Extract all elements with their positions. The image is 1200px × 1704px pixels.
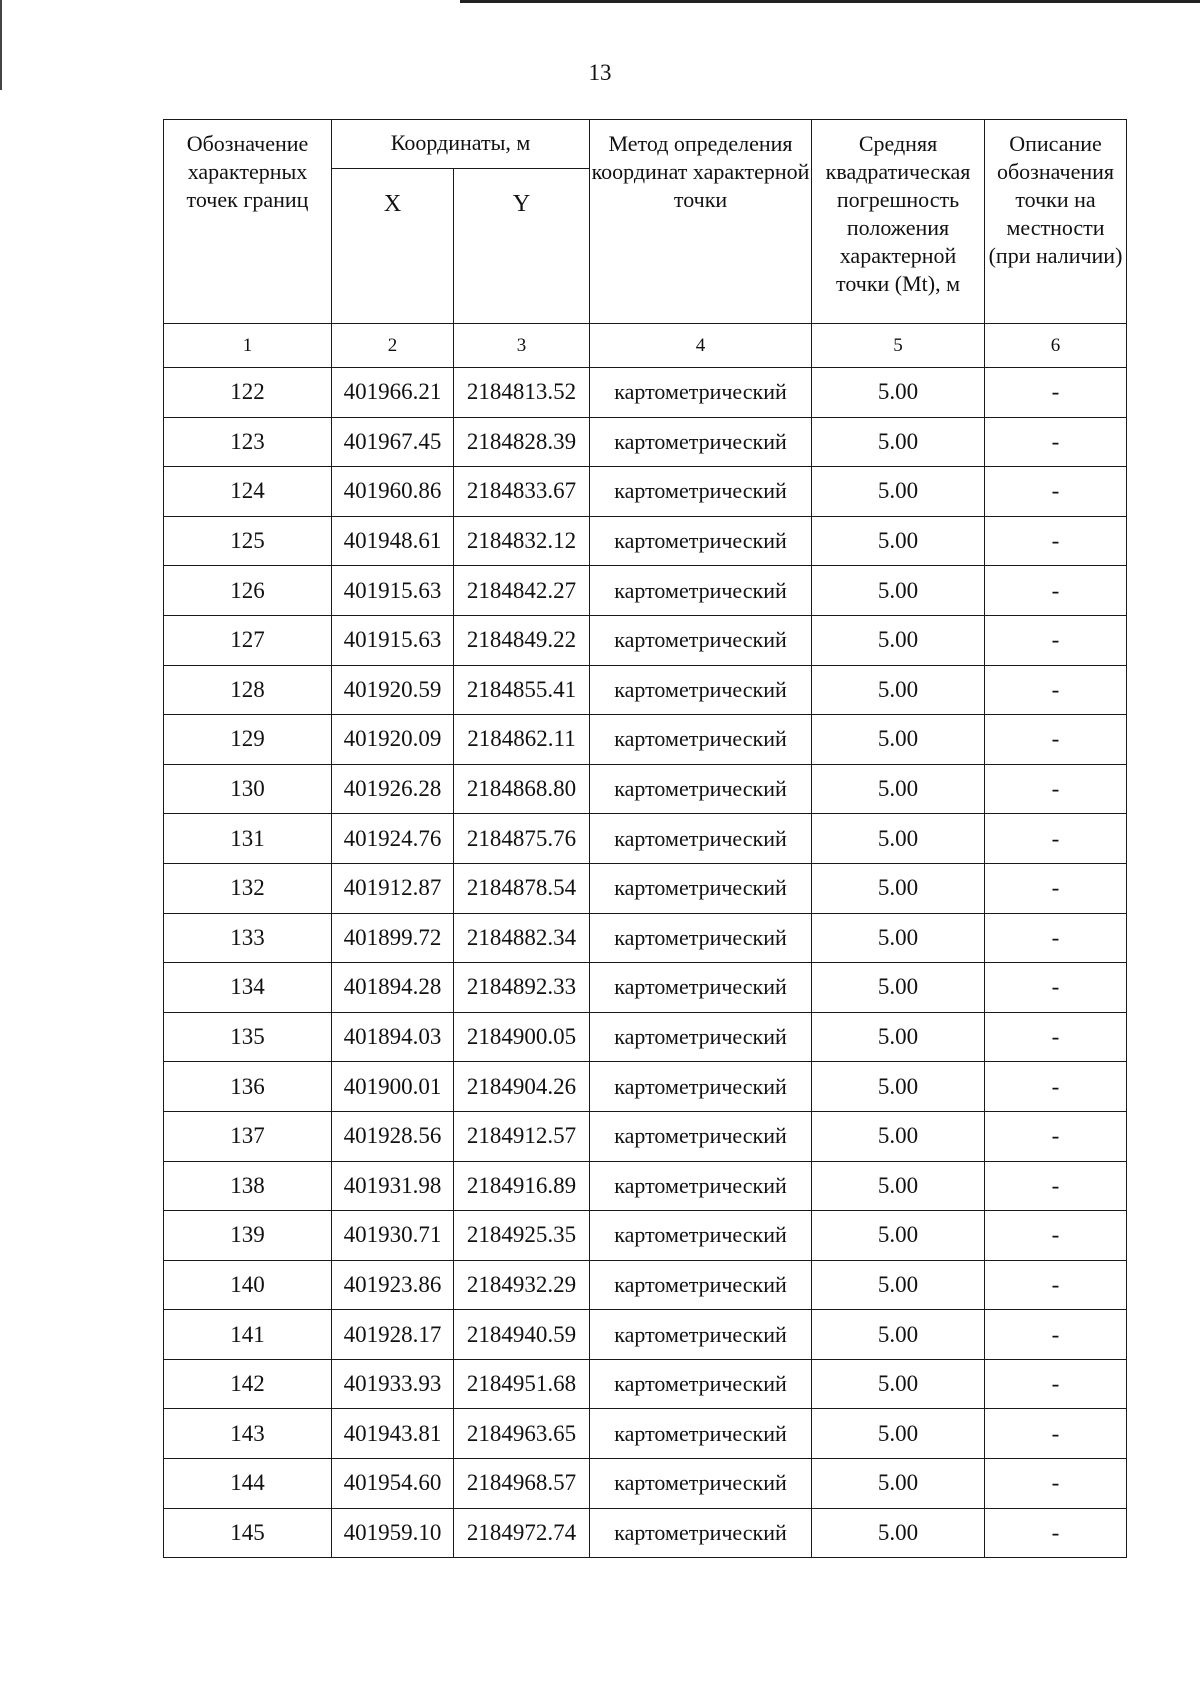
header-row-top	[164, 120, 1127, 169]
table-row	[164, 566, 1127, 616]
cell-x-coordinate: 401894.28	[332, 963, 454, 1013]
cell-mean-error: 5.00	[812, 615, 985, 665]
cell-mean-error: 5.00	[812, 1062, 985, 1112]
cell-y-coordinate: 2184862.11	[454, 715, 590, 765]
header-y: Y	[454, 169, 590, 324]
cell-point-id: 145	[164, 1508, 332, 1558]
cell-point-id: 143	[164, 1409, 332, 1459]
cell-description: -	[985, 715, 1127, 765]
cell-point-id: 129	[164, 715, 332, 765]
cell-x-coordinate: 401930.71	[332, 1211, 454, 1261]
cell-point-id: 131	[164, 814, 332, 864]
table-row	[164, 1062, 1127, 1112]
cell-mean-error: 5.00	[812, 913, 985, 963]
table-body	[164, 368, 1127, 1558]
cell-x-coordinate: 401928.56	[332, 1111, 454, 1161]
table-row	[164, 715, 1127, 765]
cell-y-coordinate: 2184968.57	[454, 1459, 590, 1509]
cell-x-coordinate: 401899.72	[332, 913, 454, 963]
column-number-row	[164, 324, 1127, 368]
cell-method: картометрический	[590, 1359, 812, 1409]
table-row	[164, 516, 1127, 566]
table-row	[164, 665, 1127, 715]
cell-method: картометрический	[590, 863, 812, 913]
cell-method: картометрический	[590, 764, 812, 814]
cell-y-coordinate: 2184849.22	[454, 615, 590, 665]
cell-mean-error: 5.00	[812, 566, 985, 616]
cell-x-coordinate: 401920.09	[332, 715, 454, 765]
cell-description: -	[985, 467, 1127, 517]
table-row	[164, 1409, 1127, 1459]
cell-x-coordinate: 401915.63	[332, 615, 454, 665]
cell-description: -	[985, 1508, 1127, 1558]
cell-y-coordinate: 2184925.35	[454, 1211, 590, 1261]
cell-point-id: 126	[164, 566, 332, 616]
cell-x-coordinate: 401959.10	[332, 1508, 454, 1558]
cell-x-coordinate: 401912.87	[332, 863, 454, 913]
table-row	[164, 963, 1127, 1013]
cell-y-coordinate: 2184972.74	[454, 1508, 590, 1558]
cell-method: картометрический	[590, 516, 812, 566]
cell-y-coordinate: 2184828.39	[454, 417, 590, 467]
cell-mean-error: 5.00	[812, 814, 985, 864]
cell-description: -	[985, 1359, 1127, 1409]
cell-description: -	[985, 615, 1127, 665]
header-coordinates: Координаты, м	[332, 120, 590, 169]
column-number: 2	[332, 324, 454, 368]
cell-description: -	[985, 1409, 1127, 1459]
table-row	[164, 1211, 1127, 1261]
column-number: 5	[812, 324, 985, 368]
cell-description: -	[985, 963, 1127, 1013]
cell-x-coordinate: 401900.01	[332, 1062, 454, 1112]
cell-mean-error: 5.00	[812, 417, 985, 467]
cell-mean-error: 5.00	[812, 715, 985, 765]
cell-point-id: 125	[164, 516, 332, 566]
table-row	[164, 1260, 1127, 1310]
table-row	[164, 814, 1127, 864]
cell-mean-error: 5.00	[812, 1111, 985, 1161]
cell-x-coordinate: 401960.86	[332, 467, 454, 517]
cell-mean-error: 5.00	[812, 1161, 985, 1211]
cell-y-coordinate: 2184833.67	[454, 467, 590, 517]
cell-description: -	[985, 516, 1127, 566]
cell-mean-error: 5.00	[812, 665, 985, 715]
cell-y-coordinate: 2184842.27	[454, 566, 590, 616]
table-row	[164, 1459, 1127, 1509]
column-number: 6	[985, 324, 1127, 368]
cell-point-id: 128	[164, 665, 332, 715]
cell-x-coordinate: 401920.59	[332, 665, 454, 715]
table-row	[164, 467, 1127, 517]
cell-point-id: 122	[164, 368, 332, 418]
cell-method: картометрический	[590, 1310, 812, 1360]
cell-y-coordinate: 2184940.59	[454, 1310, 590, 1360]
cell-x-coordinate: 401933.93	[332, 1359, 454, 1409]
boundary-points-table	[163, 119, 1127, 1558]
cell-x-coordinate: 401931.98	[332, 1161, 454, 1211]
cell-method: картометрический	[590, 814, 812, 864]
cell-description: -	[985, 814, 1127, 864]
cell-point-id: 137	[164, 1111, 332, 1161]
cell-point-id: 139	[164, 1211, 332, 1261]
table-row	[164, 1359, 1127, 1409]
cell-x-coordinate: 401923.86	[332, 1260, 454, 1310]
cell-description: -	[985, 566, 1127, 616]
cell-method: картометрический	[590, 1111, 812, 1161]
cell-point-id: 123	[164, 417, 332, 467]
header-mean-error: Средняя квадратическая погрешность положения характерной точки (Mt), м	[812, 120, 985, 324]
cell-method: картометрический	[590, 963, 812, 1013]
cell-point-id: 134	[164, 963, 332, 1013]
cell-y-coordinate: 2184878.54	[454, 863, 590, 913]
cell-y-coordinate: 2184900.05	[454, 1012, 590, 1062]
header-description: Описание обозначения точки на местности (при наличии)	[985, 120, 1127, 324]
cell-description: -	[985, 1161, 1127, 1211]
header-method: Метод определения координат характерной точки	[590, 120, 812, 324]
cell-x-coordinate: 401894.03	[332, 1012, 454, 1062]
cell-y-coordinate: 2184904.26	[454, 1062, 590, 1112]
top-border-line	[460, 0, 1200, 3]
cell-x-coordinate: 401967.45	[332, 417, 454, 467]
cell-method: картометрический	[590, 1459, 812, 1509]
cell-point-id: 135	[164, 1012, 332, 1062]
cell-method: картометрический	[590, 566, 812, 616]
cell-mean-error: 5.00	[812, 963, 985, 1013]
cell-description: -	[985, 417, 1127, 467]
cell-x-coordinate: 401954.60	[332, 1459, 454, 1509]
cell-mean-error: 5.00	[812, 1310, 985, 1360]
cell-description: -	[985, 863, 1127, 913]
table-row	[164, 764, 1127, 814]
cell-x-coordinate: 401928.17	[332, 1310, 454, 1360]
cell-method: картометрический	[590, 1012, 812, 1062]
cell-mean-error: 5.00	[812, 764, 985, 814]
column-number: 4	[590, 324, 812, 368]
cell-mean-error: 5.00	[812, 1012, 985, 1062]
table-row	[164, 368, 1127, 418]
cell-y-coordinate: 2184875.76	[454, 814, 590, 864]
cell-mean-error: 5.00	[812, 1409, 985, 1459]
cell-y-coordinate: 2184951.68	[454, 1359, 590, 1409]
table-row	[164, 1111, 1127, 1161]
cell-mean-error: 5.00	[812, 863, 985, 913]
cell-mean-error: 5.00	[812, 1508, 985, 1558]
cell-mean-error: 5.00	[812, 1211, 985, 1261]
cell-point-id: 136	[164, 1062, 332, 1112]
cell-x-coordinate: 401915.63	[332, 566, 454, 616]
cell-y-coordinate: 2184916.89	[454, 1161, 590, 1211]
table-row	[164, 417, 1127, 467]
cell-description: -	[985, 764, 1127, 814]
table-row	[164, 1508, 1127, 1558]
cell-point-id: 133	[164, 913, 332, 963]
cell-point-id: 124	[164, 467, 332, 517]
cell-point-id: 144	[164, 1459, 332, 1509]
cell-method: картометрический	[590, 1161, 812, 1211]
cell-y-coordinate: 2184892.33	[454, 963, 590, 1013]
cell-mean-error: 5.00	[812, 516, 985, 566]
cell-y-coordinate: 2184855.41	[454, 665, 590, 715]
header-x: X	[332, 169, 454, 324]
cell-y-coordinate: 2184813.52	[454, 368, 590, 418]
page-number: 13	[588, 60, 612, 85]
table-row	[164, 863, 1127, 913]
cell-description: -	[985, 913, 1127, 963]
cell-description: -	[985, 1111, 1127, 1161]
cell-method: картометрический	[590, 665, 812, 715]
header-point-designation: Обозначение характерных точек границ	[164, 120, 332, 324]
cell-method: картометрический	[590, 417, 812, 467]
cell-mean-error: 5.00	[812, 1459, 985, 1509]
table-row	[164, 1161, 1127, 1211]
cell-point-id: 140	[164, 1260, 332, 1310]
cell-method: картометрический	[590, 1211, 812, 1261]
cell-description: -	[985, 1459, 1127, 1509]
cell-x-coordinate: 401966.21	[332, 368, 454, 418]
table-row	[164, 1012, 1127, 1062]
cell-method: картометрический	[590, 467, 812, 517]
cell-y-coordinate: 2184868.80	[454, 764, 590, 814]
column-number: 3	[454, 324, 590, 368]
cell-method: картометрический	[590, 1508, 812, 1558]
cell-method: картометрический	[590, 715, 812, 765]
cell-point-id: 127	[164, 615, 332, 665]
cell-description: -	[985, 665, 1127, 715]
table-row	[164, 913, 1127, 963]
cell-point-id: 130	[164, 764, 332, 814]
cell-method: картометрический	[590, 1062, 812, 1112]
cell-description: -	[985, 1260, 1127, 1310]
cell-point-id: 142	[164, 1359, 332, 1409]
cell-point-id: 138	[164, 1161, 332, 1211]
cell-y-coordinate: 2184882.34	[454, 913, 590, 963]
cell-y-coordinate: 2184912.57	[454, 1111, 590, 1161]
cell-method: картометрический	[590, 1409, 812, 1459]
cell-point-id: 141	[164, 1310, 332, 1360]
cell-description: -	[985, 1012, 1127, 1062]
cell-x-coordinate: 401948.61	[332, 516, 454, 566]
cell-mean-error: 5.00	[812, 1260, 985, 1310]
cell-mean-error: 5.00	[812, 1359, 985, 1409]
cell-description: -	[985, 1062, 1127, 1112]
cell-y-coordinate: 2184932.29	[454, 1260, 590, 1310]
cell-method: картометрический	[590, 913, 812, 963]
cell-y-coordinate: 2184963.65	[454, 1409, 590, 1459]
table-row	[164, 1310, 1127, 1360]
cell-description: -	[985, 1211, 1127, 1261]
cell-point-id: 132	[164, 863, 332, 913]
cell-description: -	[985, 368, 1127, 418]
cell-x-coordinate: 401926.28	[332, 764, 454, 814]
cell-description: -	[985, 1310, 1127, 1360]
cell-mean-error: 5.00	[812, 467, 985, 517]
cell-x-coordinate: 401924.76	[332, 814, 454, 864]
cell-method: картометрический	[590, 368, 812, 418]
cell-x-coordinate: 401943.81	[332, 1409, 454, 1459]
cell-method: картометрический	[590, 615, 812, 665]
table-row	[164, 615, 1127, 665]
column-number: 1	[164, 324, 332, 368]
cell-method: картометрический	[590, 1260, 812, 1310]
cell-y-coordinate: 2184832.12	[454, 516, 590, 566]
cell-mean-error: 5.00	[812, 368, 985, 418]
